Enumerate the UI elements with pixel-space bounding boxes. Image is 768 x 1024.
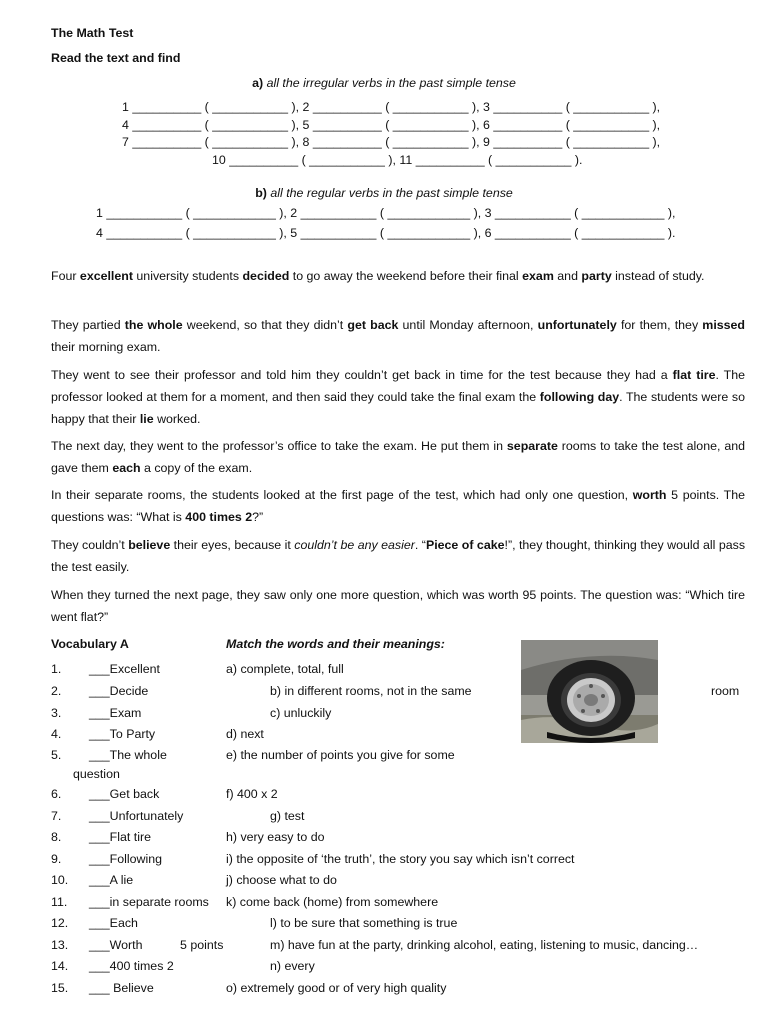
vocab-item-worth[interactable]: ___Worth <box>89 938 143 952</box>
meaning-e: e) the number of points you give for some <box>226 748 455 762</box>
irregular-verbs-row-2[interactable]: 4 __________ ( ___________ ), 5 __________ ( ___________ ), 6 __________ ( ___________ ), <box>122 118 661 132</box>
regular-verbs-row-1[interactable]: 1 ___________ ( ____________ ), 2 ___________ ( ____________ ), 3 ___________ ( ____________ ), <box>96 206 676 220</box>
story-paragraph-4: The next day, they went to the professor’s office to take the exam. He put them in separate rooms to take the test alone, and gave them each a copy of the exam. <box>51 439 745 475</box>
regular-verbs-row-2[interactable]: 4 ___________ ( ____________ ), 5 ___________ ( ____________ ), 6 ___________ ( ____________ ). <box>96 226 676 240</box>
vocab-item-flat-tire[interactable]: ___Flat tire <box>89 830 151 844</box>
story-paragraph-6: They couldn’t believe their eyes, because it couldn’t be any easier. “Piece of cake!”, they thought, thinking they would all pass the test easily. <box>51 538 746 574</box>
vocab-number: 11. <box>51 895 68 909</box>
meaning-i: i) the opposite of ‘the truth’, the story you say which isn’t correct <box>226 852 575 866</box>
meaning-g: g) test <box>270 809 305 823</box>
meaning-f: f) 400 x 2 <box>226 787 278 801</box>
vocab-item-exam[interactable]: ___Exam <box>89 706 142 720</box>
vocab-item-excellent[interactable]: ___Excellent <box>89 662 160 676</box>
vocab-number: 10. <box>51 873 69 887</box>
irregular-verbs-row-1[interactable]: 1 __________ ( ___________ ), 2 __________ ( ___________ ), 3 __________ ( ___________ ), <box>122 100 661 114</box>
section-a-title: all the irregular verbs in the past simple tense <box>266 76 516 90</box>
vocab-number: 14. <box>51 959 69 973</box>
vocab-number: 7. <box>51 809 62 823</box>
vocab-item-each[interactable]: ___Each <box>89 916 138 930</box>
vocab-number: 5. <box>51 748 62 762</box>
story-paragraph-5: In their separate rooms, the students looked at the first page of the test, which had only one question, worth 5 points. The questions was: “What is 400 times 2?” <box>51 488 745 524</box>
vocab-number: 9. <box>51 852 62 866</box>
vocab-item-believe[interactable]: ___ Believe <box>89 981 154 995</box>
meaning-a: a) complete, total, full <box>226 662 344 676</box>
vocab-number: 12. <box>51 916 69 930</box>
vocab-item-the-whole[interactable]: ___The whole <box>89 748 167 762</box>
vocab-number: 13. <box>51 938 69 952</box>
vocab-item-separate-rooms[interactable]: ___in separate rooms <box>89 895 209 909</box>
meaning-o: o) extremely good or of very high quality <box>226 981 447 995</box>
story-paragraph-2: They partied the whole weekend, so that they didn’t get back until Monday afternoon, unfortunately for them, they missed their morning exam. <box>51 318 745 354</box>
vocab-number: 1. <box>51 662 62 676</box>
section-a-label: a) <box>252 76 264 90</box>
instruction-heading: Read the text and find <box>51 51 181 65</box>
vocab-item-400-times-2[interactable]: ___400 times 2 <box>89 959 174 973</box>
vocab-title: Vocabulary A <box>51 637 129 651</box>
meaning-n: n) every <box>270 959 315 973</box>
meaning-h: h) very easy to do <box>226 830 325 844</box>
story-paragraph-7: When they turned the next page, they saw only one more question, which was worth 95 points. The question was: “Which tire went flat?” <box>51 588 745 624</box>
meaning-l: l) to be sure that something is true <box>270 916 458 930</box>
section-b-heading <box>0 186 768 200</box>
meaning-b: b) in different rooms, not in the same <box>270 684 472 698</box>
story-paragraph-1: Four excellent university students decided to go away the weekend before their final exam and party instead of study. <box>51 269 705 283</box>
vocab-item-worth-extra: 5 points <box>180 938 224 952</box>
section-a-heading <box>0 76 768 90</box>
vocab-item-to-party[interactable]: ___To Party <box>89 727 156 741</box>
vocab-item-get-back[interactable]: ___Get back <box>89 787 160 801</box>
vocab-number: 3. <box>51 706 62 720</box>
vocab-instruction: Match the words and their meanings: <box>226 637 445 651</box>
flat-tire-photo <box>521 640 658 743</box>
vocab-number: 4. <box>51 727 62 741</box>
meaning-b-wrap: room <box>711 684 740 698</box>
meaning-d: d) next <box>226 727 264 741</box>
vocab-item-following[interactable]: ___Following <box>89 852 163 866</box>
vocab-item-a-lie[interactable]: ___A lie <box>89 873 134 887</box>
meaning-j: j) choose what to do <box>226 873 337 887</box>
meaning-c: c) unluckily <box>270 706 332 720</box>
meaning-m: m) have fun at the party, drinking alcohol, eating, listening to music, dancing… <box>270 938 699 952</box>
page-title: The Math Test <box>51 26 134 40</box>
meaning-k: k) come back (home) from somewhere <box>226 895 439 909</box>
vocab-item-decide[interactable]: ___Decide <box>89 684 149 698</box>
vocab-number: 2. <box>51 684 62 698</box>
section-b-title: all the regular verbs in the past simple tense <box>270 186 513 200</box>
section-b-label: b) <box>255 186 267 200</box>
vocab-meaning-e-wrap: question <box>73 767 120 781</box>
vocab-number: 8. <box>51 830 62 844</box>
story-paragraph-3: They went to see their professor and told him they couldn’t get back in time for the test because they had a flat tire. The professor looked at them for a moment, and then said they could take the final exam the following day. The students were so happy that their lie worked. <box>51 368 746 426</box>
irregular-verbs-row-4[interactable]: 10 __________ ( ___________ ), 11 __________ ( ___________ ). <box>212 153 583 167</box>
vocab-number: 15. <box>51 981 69 995</box>
vocab-number: 6. <box>51 787 62 801</box>
vocab-item-unfortunately[interactable]: ___Unfortunately <box>89 809 184 823</box>
irregular-verbs-row-3[interactable]: 7 __________ ( ___________ ), 8 __________ ( ___________ ), 9 __________ ( ___________ ), <box>122 135 661 149</box>
